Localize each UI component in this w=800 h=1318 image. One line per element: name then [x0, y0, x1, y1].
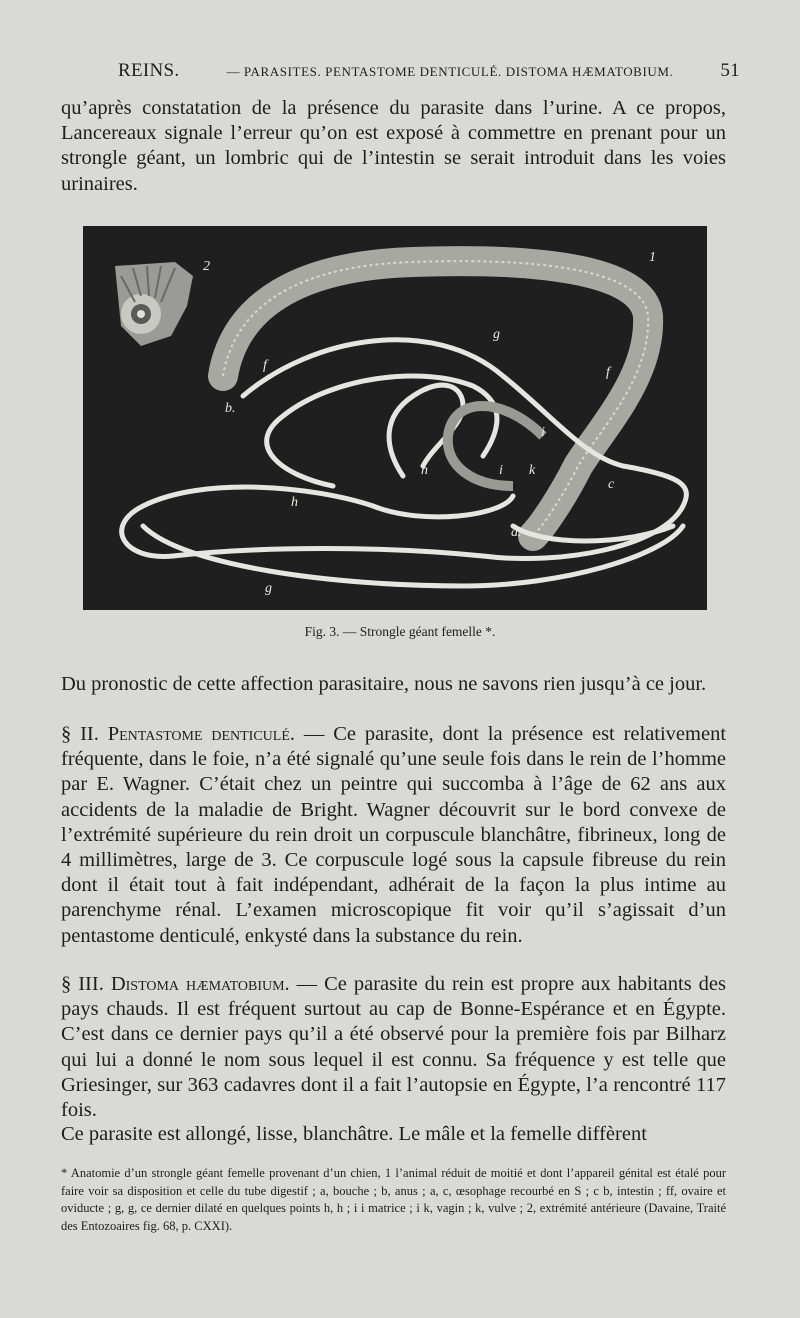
figure-strongle-illustration: [83, 226, 707, 610]
label-h-left: h: [291, 495, 298, 510]
label-a: a.: [511, 525, 522, 540]
label-f-left: f: [263, 358, 267, 373]
section-marker: § II.: [61, 723, 99, 745]
running-head: [118, 60, 740, 86]
section-body-pentastome: — Ce parasite, dont la présence est relativement fréquente, dans le foie, n’a été signalé qu’une seule fois dans le rein de l’homme par E. Wagner. C’était chez un peintre qui succomba à l’âge de 62 ans aux accidents de la maladie de Bright. Wagner découvrit sur le bord convexe de l’extrémité supérieure du rein droit un corpuscule blanchâtre, fibrineux, long de 4 millimètres, large de 3. Ce corpuscule logé sous la capsule fibreuse du rein dont il était tout à fait indépendant, adhérait de la façon la plus intime au parenchyme rénal. L’examen microscopique fit voir qu’il s’agissait d’un pentastome denticulé, enkysté dans la substance du rein.: [61, 723, 727, 947]
section-body-distoma: — Ce parasite du rein est propre aux habitants des pays chauds. Il est fréquent surtout au cap de Bonne-Espérance et en Égypte. C’est dans ce dernier pays qu’il a été observé pour la première fois par Bilharz qui lui a donné le nom sous lequel il est connu. Sa fréquence y est telle que Griesinger, sur 363 cadavres dont il a fait l’autopsie en Égypte, l’a rencontré 117 fois.: [61, 973, 727, 1122]
label-2: 2: [203, 259, 210, 274]
label-g-top: g: [493, 327, 500, 342]
section-heading-pentastome: Pentastome denticulé.: [107, 723, 296, 745]
strongle-engraving: [83, 226, 707, 610]
label-f-right: f: [606, 365, 610, 380]
figure-caption: Fig. 3. — Strongle géant femelle *.: [304, 624, 496, 639]
label-c: c: [608, 477, 615, 492]
section-distoma: [61, 972, 726, 1123]
page-number: 51: [720, 60, 740, 81]
running-head-title: REINS.: [118, 60, 180, 81]
section-heading-distoma: Distoma hæmatobium.: [110, 973, 290, 995]
running-head-subtitle: — PARASITES. PENTASTOME DENTICULÉ. DISTOMA HÆMATOBIUM.: [226, 64, 674, 79]
paragraph-description: Ce parasite est allongé, lisse, blanchâtre. Le mâle et la femelle diffèrent: [61, 1123, 647, 1145]
section-marker: § III.: [61, 973, 104, 995]
label-k: k: [529, 463, 536, 478]
paragraph-prognosis: Du pronostic de cette affection parasitaire, nous ne savons rien jusqu’à ce jour.: [61, 673, 707, 695]
label-i-top: i: [541, 425, 545, 440]
paragraph-intro: qu’après constatation de la présence du parasite dans l’urine. A ce propos, Lancereaux signale l’erreur qu’on est exposé à commettre en prenant pour un strongle géant, un lombric qui de l’intestin se serait introduit dans les voies urinaires.: [61, 97, 726, 195]
section-pentastome: [61, 722, 726, 949]
label-b: b.: [225, 401, 236, 416]
label-1: 1: [649, 250, 656, 265]
label-h-mid: h: [421, 463, 428, 478]
label-i-mid: i: [499, 463, 503, 478]
label-g-bottom: g: [265, 581, 272, 596]
footnote: * Anatomie d’un strongle géant femelle provenant d’un chien, 1 l’animal réduit de moitié et dont l’appareil génital est étalé pour faire voir sa disposition et celle du tube digestif ; a, bouche ; b, anus ; a, c, œsophage recourbé en S ; c b, intestin ; ff, ovaire et oviducte ; g, g, ce dernier dilaté en quelques points h, h ; i i matrice ; i k, vagin ; k, vulve ; 2, extrémité antérieure (Davaine, Traité des Entozoaires fig. 68, p. CXXI).: [61, 1166, 726, 1233]
